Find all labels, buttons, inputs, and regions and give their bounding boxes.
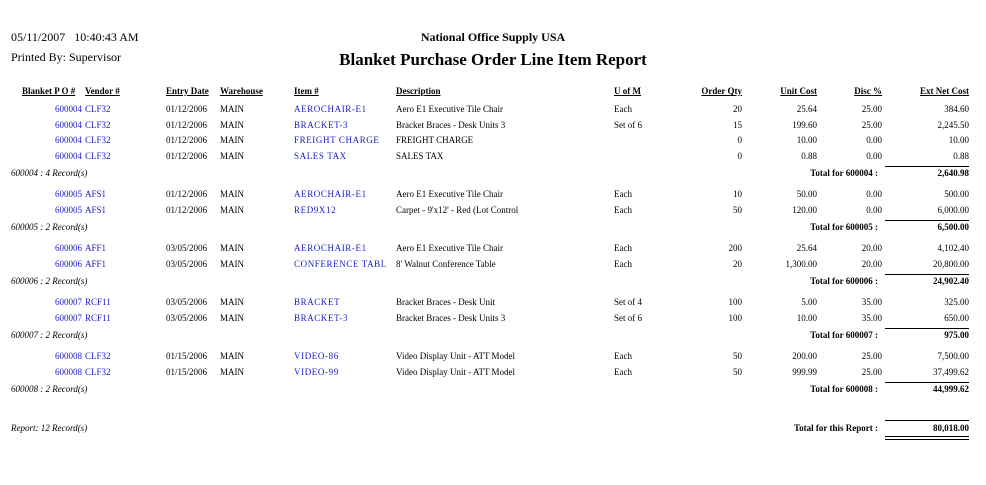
col-header-uom: U of M xyxy=(614,86,641,96)
po-number-link[interactable]: 600005 xyxy=(55,205,82,215)
col-header-entry-date: Entry Date xyxy=(166,86,209,96)
uom-cell: Set of 6 xyxy=(614,120,642,130)
group-total-value: 975.00 xyxy=(944,330,969,340)
description-cell: Video Display Unit - ATT Model xyxy=(396,351,516,361)
unit-cost-cell: 10.00 xyxy=(796,313,817,323)
description-cell: Bracket Braces - Desk Unit xyxy=(396,297,495,307)
item-number-link[interactable]: AEROCHAIR-E1 xyxy=(294,104,367,114)
vendor-number-link[interactable]: AFS1 xyxy=(85,189,107,199)
group-total-value: 24,902.40 xyxy=(933,276,969,286)
group-record-count: 600006 : 2 Record(s) xyxy=(11,276,88,286)
report-total-double-rule-2 xyxy=(885,439,969,440)
item-number-link[interactable]: FREIGHT CHARGE xyxy=(294,135,380,145)
po-number-link[interactable]: 600008 xyxy=(55,367,82,377)
item-number-link[interactable]: VIDEO-86 xyxy=(294,351,339,361)
unit-cost-cell: 25.64 xyxy=(796,104,817,114)
entry-date-cell: 03/05/2006 xyxy=(166,313,208,323)
entry-date-cell: 01/15/2006 xyxy=(166,367,208,377)
item-number-link[interactable]: BRACKET-3 xyxy=(294,120,349,130)
warehouse-cell: MAIN xyxy=(220,135,244,145)
ext-net-cost-cell: 650.00 xyxy=(944,313,969,323)
vendor-number-link[interactable]: RCF11 xyxy=(85,313,111,323)
unit-cost-cell: 0.88 xyxy=(801,151,817,161)
unit-cost-cell: 200.00 xyxy=(792,351,817,361)
warehouse-cell: MAIN xyxy=(220,151,244,161)
group-total-value: 2,640.98 xyxy=(937,168,969,178)
unit-cost-cell: 199.60 xyxy=(792,120,817,130)
group-total-rule xyxy=(885,274,969,275)
col-header-disc: Disc % xyxy=(854,86,882,96)
order-qty-cell: 15 xyxy=(733,120,742,130)
vendor-number-link[interactable]: CLF32 xyxy=(85,104,111,114)
description-cell: Aero E1 Executive Tile Chair xyxy=(396,243,503,253)
disc-cell: 25.00 xyxy=(861,351,882,361)
po-number-link[interactable]: 600005 xyxy=(55,189,82,199)
group-total-rule xyxy=(885,328,969,329)
description-cell: 8' Walnut Conference Table xyxy=(396,259,496,269)
disc-cell: 25.00 xyxy=(861,120,882,130)
uom-cell: Each xyxy=(614,367,632,377)
order-qty-cell: 50 xyxy=(733,367,742,377)
vendor-number-link[interactable]: AFS1 xyxy=(85,205,107,215)
disc-cell: 25.00 xyxy=(861,367,882,377)
description-cell: Aero E1 Executive Tile Chair xyxy=(396,189,503,199)
warehouse-cell: MAIN xyxy=(220,120,244,130)
uom-cell: Each xyxy=(614,189,632,199)
item-number-link[interactable]: BRACKET xyxy=(294,297,341,307)
warehouse-cell: MAIN xyxy=(220,351,244,361)
warehouse-cell: MAIN xyxy=(220,259,244,269)
disc-cell: 35.00 xyxy=(861,313,882,323)
vendor-number-link[interactable]: RCF11 xyxy=(85,297,111,307)
group-record-count: 600007 : 2 Record(s) xyxy=(11,330,88,340)
group-record-count: 600004 : 4 Record(s) xyxy=(11,168,88,178)
item-number-link[interactable]: RED9X12 xyxy=(294,205,337,215)
col-header-po: Blanket P O # xyxy=(22,86,76,96)
vendor-number-link[interactable]: CLF32 xyxy=(85,151,111,161)
entry-date-cell: 01/15/2006 xyxy=(166,351,208,361)
col-header-warehouse: Warehouse xyxy=(220,86,263,96)
po-number-link[interactable]: 600004 xyxy=(55,135,82,145)
uom-cell: Each xyxy=(614,243,632,253)
warehouse-cell: MAIN xyxy=(220,104,244,114)
description-cell: Bracket Braces - Desk Units 3 xyxy=(396,120,506,130)
item-number-link[interactable]: VIDEO-99 xyxy=(294,367,339,377)
description-cell: SALES TAX xyxy=(396,151,444,161)
po-number-link[interactable]: 600007 xyxy=(55,313,82,323)
ext-net-cost-cell: 325.00 xyxy=(944,297,969,307)
uom-cell: Each xyxy=(614,259,632,269)
warehouse-cell: MAIN xyxy=(220,243,244,253)
warehouse-cell: MAIN xyxy=(220,297,244,307)
ext-net-cost-cell: 7,500.00 xyxy=(937,351,969,361)
item-number-link[interactable]: SALES TAX xyxy=(294,151,347,161)
print-date: 05/11/2007 xyxy=(11,30,66,44)
print-time: 10:40:43 AM xyxy=(74,30,139,44)
group-total-label: Total for 600006 : xyxy=(810,276,878,286)
unit-cost-cell: 999.99 xyxy=(792,367,817,377)
group-record-count: 600008 : 2 Record(s) xyxy=(11,384,88,394)
vendor-number-link[interactable]: AFF1 xyxy=(85,259,107,269)
uom-cell: Each xyxy=(614,351,632,361)
report-title: Blanket Purchase Order Line Item Report xyxy=(339,50,647,69)
disc-cell: 0.00 xyxy=(866,151,882,161)
description-cell: Video Display Unit - ATT Model xyxy=(396,367,516,377)
ext-net-cost-cell: 500.00 xyxy=(944,189,969,199)
disc-cell: 20.00 xyxy=(861,243,882,253)
item-number-link[interactable]: CONFERENCE TABL xyxy=(294,259,387,269)
description-cell: Bracket Braces - Desk Units 3 xyxy=(396,313,506,323)
unit-cost-cell: 25.64 xyxy=(796,243,817,253)
col-header-description: Description xyxy=(396,86,441,96)
report-total-double-rule-1 xyxy=(885,436,969,437)
col-header-order-qty: Order Qty xyxy=(701,86,742,96)
unit-cost-cell: 120.00 xyxy=(792,205,817,215)
group-total-rule xyxy=(885,382,969,383)
group-total-value: 44,999.62 xyxy=(933,384,969,394)
entry-date-cell: 03/05/2006 xyxy=(166,259,208,269)
entry-date-cell: 01/12/2006 xyxy=(166,189,208,199)
po-number-link[interactable]: 600004 xyxy=(55,151,82,161)
entry-date-cell: 03/05/2006 xyxy=(166,243,208,253)
entry-date-cell: 01/12/2006 xyxy=(166,151,208,161)
order-qty-cell: 50 xyxy=(733,351,742,361)
po-number-link[interactable]: 600006 xyxy=(55,243,82,253)
entry-date-cell: 01/12/2006 xyxy=(166,135,208,145)
report-total-rule xyxy=(885,420,969,421)
group-total-label: Total for 600004 : xyxy=(810,168,878,178)
group-record-count: 600005 : 2 Record(s) xyxy=(11,222,88,232)
uom-cell: Each xyxy=(614,205,632,215)
vendor-number-link[interactable]: CLF32 xyxy=(85,351,111,361)
group-total-label: Total for 600007 : xyxy=(810,330,878,340)
vendor-number-link[interactable]: CLF32 xyxy=(85,120,111,130)
ext-net-cost-cell: 0.88 xyxy=(953,151,969,161)
order-qty-cell: 0 xyxy=(737,151,742,161)
disc-cell: 35.00 xyxy=(861,297,882,307)
col-header-unit-cost: Unit Cost xyxy=(780,86,817,96)
group-total-label: Total for 600005 : xyxy=(810,222,878,232)
disc-cell: 25.00 xyxy=(861,104,882,114)
group-total-rule xyxy=(885,166,969,167)
order-qty-cell: 0 xyxy=(737,135,742,145)
uom-cell: Set of 4 xyxy=(614,297,642,307)
disc-cell: 0.00 xyxy=(866,189,882,199)
item-number-link[interactable]: BRACKET-3 xyxy=(294,313,349,323)
uom-cell: Each xyxy=(614,104,632,114)
unit-cost-cell: 1,300.00 xyxy=(785,259,817,269)
po-number-link[interactable]: 600004 xyxy=(55,120,82,130)
item-number-link[interactable]: AEROCHAIR-E1 xyxy=(294,243,367,253)
po-number-link[interactable]: 600007 xyxy=(55,297,82,307)
vendor-number-link[interactable]: AFF1 xyxy=(85,243,107,253)
col-header-vendor: Vendor # xyxy=(85,86,120,96)
unit-cost-cell: 50.00 xyxy=(796,189,817,199)
vendor-number-link[interactable]: CLF32 xyxy=(85,367,111,377)
order-qty-cell: 100 xyxy=(728,297,742,307)
po-number-link[interactable]: 600004 xyxy=(55,104,82,114)
entry-date-cell: 03/05/2006 xyxy=(166,297,208,307)
ext-net-cost-cell: 384.60 xyxy=(944,104,969,114)
disc-cell: 0.00 xyxy=(866,135,882,145)
order-qty-cell: 100 xyxy=(728,313,742,323)
po-number-link[interactable]: 600008 xyxy=(55,351,82,361)
warehouse-cell: MAIN xyxy=(220,367,244,377)
disc-cell: 0.00 xyxy=(866,205,882,215)
ext-net-cost-cell: 4,102.40 xyxy=(937,243,969,253)
description-cell: Carpet - 9'x12' - Red (Lot Control xyxy=(396,205,519,215)
uom-cell: Set of 6 xyxy=(614,313,642,323)
report-record-count: Report: 12 Record(s) xyxy=(11,423,88,433)
entry-date-cell: 01/12/2006 xyxy=(166,120,208,130)
report-total-label: Total for this Report : xyxy=(794,423,878,433)
group-total-label: Total for 600008 : xyxy=(810,384,878,394)
ext-net-cost-cell: 37,499.62 xyxy=(933,367,969,377)
col-header-ext-net-cost: Ext Net Cost xyxy=(920,86,969,96)
warehouse-cell: MAIN xyxy=(220,189,244,199)
unit-cost-cell: 5.00 xyxy=(801,297,817,307)
order-qty-cell: 20 xyxy=(733,259,742,269)
ext-net-cost-cell: 2,245.50 xyxy=(937,120,969,130)
report-total-value: 80,018.00 xyxy=(933,423,969,433)
order-qty-cell: 50 xyxy=(733,205,742,215)
po-number-link[interactable]: 600006 xyxy=(55,259,82,269)
warehouse-cell: MAIN xyxy=(220,205,244,215)
col-header-item: Item # xyxy=(294,86,319,96)
item-number-link[interactable]: AEROCHAIR-E1 xyxy=(294,189,367,199)
ext-net-cost-cell: 10.00 xyxy=(948,135,969,145)
order-qty-cell: 10 xyxy=(733,189,742,199)
description-cell: Aero E1 Executive Tile Chair xyxy=(396,104,503,114)
ext-net-cost-cell: 20,800.00 xyxy=(933,259,969,269)
group-total-value: 6,500.00 xyxy=(937,222,969,232)
disc-cell: 20.00 xyxy=(861,259,882,269)
order-qty-cell: 200 xyxy=(728,243,742,253)
unit-cost-cell: 10.00 xyxy=(796,135,817,145)
order-qty-cell: 20 xyxy=(733,104,742,114)
printed-by: Printed By: Supervisor xyxy=(11,50,121,64)
warehouse-cell: MAIN xyxy=(220,313,244,323)
company-name: National Office Supply USA xyxy=(420,30,566,44)
ext-net-cost-cell: 6,000.00 xyxy=(937,205,969,215)
entry-date-cell: 01/12/2006 xyxy=(166,104,208,114)
vendor-number-link[interactable]: CLF32 xyxy=(85,135,111,145)
description-cell: FREIGHT CHARGE xyxy=(396,135,474,145)
group-total-rule xyxy=(885,220,969,221)
entry-date-cell: 01/12/2006 xyxy=(166,205,208,215)
